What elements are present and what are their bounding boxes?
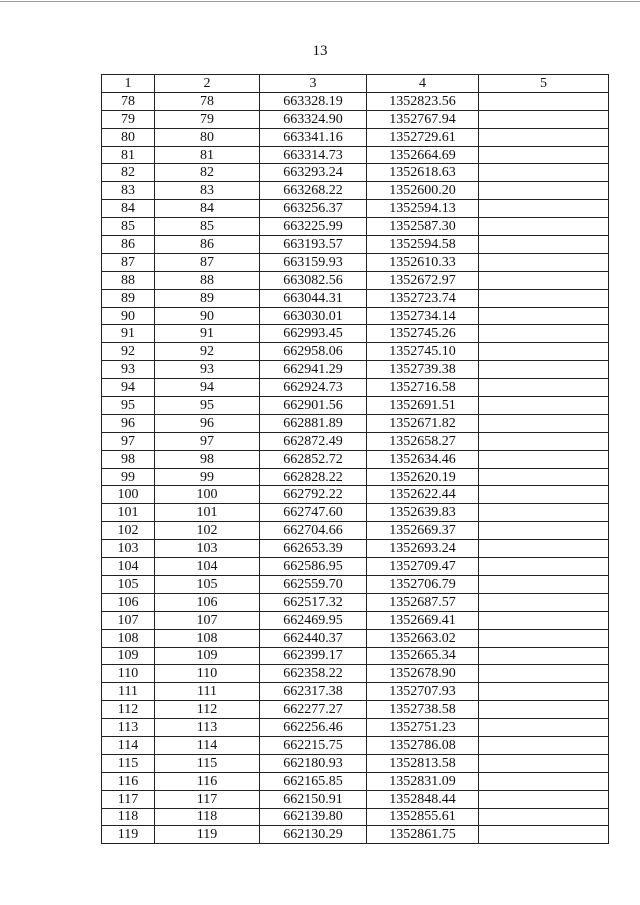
table-cell-col-1: 107 — [102, 611, 155, 629]
table-cell-col-2: 95 — [155, 397, 260, 415]
table-cell-col-2: 114 — [155, 736, 260, 754]
table-cell-col-1: 104 — [102, 558, 155, 576]
table-cell-col-4: 1352678.90 — [367, 665, 479, 683]
table-cell-col-2: 110 — [155, 665, 260, 683]
table-cell-col-3: 662317.38 — [260, 683, 367, 701]
table-cell-col-4: 1352734.14 — [367, 307, 479, 325]
table-cell-col-5 — [479, 325, 609, 343]
table-cell-col-1: 84 — [102, 200, 155, 218]
table-cell-col-3: 662704.66 — [260, 522, 367, 540]
header-cell-2: 2 — [155, 75, 260, 93]
table-cell-col-2: 108 — [155, 629, 260, 647]
table-row — [102, 397, 609, 415]
table-cell-col-4: 1352672.97 — [367, 271, 479, 289]
table-cell-col-3: 662559.70 — [260, 575, 367, 593]
table-cell-col-4: 1352618.63 — [367, 164, 479, 182]
table-cell-col-1: 110 — [102, 665, 155, 683]
table-cell-col-1: 87 — [102, 253, 155, 271]
table-cell-col-5 — [479, 271, 609, 289]
table-cell-col-4: 1352587.30 — [367, 218, 479, 236]
table-cell-col-5 — [479, 432, 609, 450]
table-row — [102, 325, 609, 343]
table-row — [102, 808, 609, 826]
table-cell-col-3: 662828.22 — [260, 468, 367, 486]
table-cell-col-4: 1352745.26 — [367, 325, 479, 343]
table-cell-col-4: 1352831.09 — [367, 772, 479, 790]
table-cell-col-5 — [479, 808, 609, 826]
table-row — [102, 575, 609, 593]
table-cell-col-1: 115 — [102, 754, 155, 772]
header-cell-1: 1 — [102, 75, 155, 93]
table-cell-col-3: 662150.91 — [260, 790, 367, 808]
table-cell-col-5 — [479, 92, 609, 110]
table-row — [102, 236, 609, 254]
table-cell-col-1: 105 — [102, 575, 155, 593]
table-cell-col-4: 1352709.47 — [367, 558, 479, 576]
table-cell-col-2: 89 — [155, 289, 260, 307]
table-row — [102, 289, 609, 307]
table-cell-col-1: 82 — [102, 164, 155, 182]
table-cell-col-1: 117 — [102, 790, 155, 808]
table-cell-col-1: 79 — [102, 110, 155, 128]
table-cell-col-3: 662653.39 — [260, 540, 367, 558]
table-cell-col-1: 119 — [102, 826, 155, 844]
table-cell-col-2: 96 — [155, 414, 260, 432]
table-cell-col-2: 111 — [155, 683, 260, 701]
table-row — [102, 629, 609, 647]
table-cell-col-1: 91 — [102, 325, 155, 343]
table-cell-col-3: 663341.16 — [260, 128, 367, 146]
table-cell-col-1: 103 — [102, 540, 155, 558]
table-cell-col-4: 1352622.44 — [367, 486, 479, 504]
table-cell-col-2: 115 — [155, 754, 260, 772]
header-cell-4: 4 — [367, 75, 479, 93]
table-row — [102, 128, 609, 146]
table-cell-col-5 — [479, 164, 609, 182]
table-body — [102, 92, 609, 843]
table-cell-col-5 — [479, 361, 609, 379]
table-row — [102, 719, 609, 737]
table-row — [102, 182, 609, 200]
table-cell-col-4: 1352693.24 — [367, 540, 479, 558]
table-cell-col-4: 1352706.79 — [367, 575, 479, 593]
table-cell-col-1: 96 — [102, 414, 155, 432]
table-cell-col-1: 114 — [102, 736, 155, 754]
table-cell-col-1: 95 — [102, 397, 155, 415]
table-row — [102, 701, 609, 719]
table-cell-col-1: 99 — [102, 468, 155, 486]
table-cell-col-5 — [479, 701, 609, 719]
table-cell-col-2: 78 — [155, 92, 260, 110]
table-cell-col-5 — [479, 182, 609, 200]
table-cell-col-4: 1352669.37 — [367, 522, 479, 540]
table-cell-col-3: 662399.17 — [260, 647, 367, 665]
table-cell-col-1: 101 — [102, 504, 155, 522]
table-cell-col-3: 662958.06 — [260, 343, 367, 361]
table-cell-col-1: 83 — [102, 182, 155, 200]
table-cell-col-1: 116 — [102, 772, 155, 790]
table-cell-col-1: 92 — [102, 343, 155, 361]
table-row — [102, 558, 609, 576]
table-cell-col-2: 97 — [155, 432, 260, 450]
table-cell-col-4: 1352767.94 — [367, 110, 479, 128]
table-cell-col-4: 1352594.58 — [367, 236, 479, 254]
table-cell-col-5 — [479, 558, 609, 576]
table-cell-col-1: 85 — [102, 218, 155, 236]
table-cell-col-1: 100 — [102, 486, 155, 504]
table-cell-col-1: 94 — [102, 379, 155, 397]
table-row — [102, 432, 609, 450]
table-cell-col-3: 662165.85 — [260, 772, 367, 790]
page-number: 13 — [312, 43, 328, 59]
table-cell-col-4: 1352671.82 — [367, 414, 479, 432]
table-cell-col-4: 1352658.27 — [367, 432, 479, 450]
table-cell-col-4: 1352634.46 — [367, 450, 479, 468]
table-cell-col-5 — [479, 522, 609, 540]
table-cell-col-3: 663256.37 — [260, 200, 367, 218]
top-rule — [0, 1, 640, 2]
table-cell-col-1: 90 — [102, 307, 155, 325]
table-cell-col-1: 102 — [102, 522, 155, 540]
table-cell-col-2: 92 — [155, 343, 260, 361]
table-row — [102, 826, 609, 844]
table-cell-col-2: 118 — [155, 808, 260, 826]
table-row — [102, 468, 609, 486]
table-row — [102, 146, 609, 164]
table-cell-col-5 — [479, 540, 609, 558]
table-cell-col-5 — [479, 379, 609, 397]
table-cell-col-3: 662747.60 — [260, 504, 367, 522]
table-cell-col-3: 662256.46 — [260, 719, 367, 737]
table-cell-col-4: 1352729.61 — [367, 128, 479, 146]
table-cell-col-4: 1352664.69 — [367, 146, 479, 164]
table-cell-col-5 — [479, 486, 609, 504]
table-row — [102, 736, 609, 754]
table-cell-col-5 — [479, 665, 609, 683]
table-cell-col-2: 87 — [155, 253, 260, 271]
table-cell-col-4: 1352594.13 — [367, 200, 479, 218]
table-cell-col-3: 663082.56 — [260, 271, 367, 289]
table-cell-col-4: 1352716.58 — [367, 379, 479, 397]
table-cell-col-3: 662130.29 — [260, 826, 367, 844]
table-cell-col-2: 100 — [155, 486, 260, 504]
table-cell-col-3: 663225.99 — [260, 218, 367, 236]
table-cell-col-3: 663268.22 — [260, 182, 367, 200]
table-cell-col-4: 1352669.41 — [367, 611, 479, 629]
table-cell-col-3: 662901.56 — [260, 397, 367, 415]
table-cell-col-4: 1352707.93 — [367, 683, 479, 701]
table-cell-col-4: 1352751.23 — [367, 719, 479, 737]
table-cell-col-4: 1352786.08 — [367, 736, 479, 754]
table-cell-col-3: 662852.72 — [260, 450, 367, 468]
table-cell-col-1: 80 — [102, 128, 155, 146]
table-cell-col-4: 1352691.51 — [367, 397, 479, 415]
table-cell-col-5 — [479, 629, 609, 647]
table-row — [102, 611, 609, 629]
table-cell-col-2: 90 — [155, 307, 260, 325]
header-cell-3: 3 — [260, 75, 367, 93]
table-cell-col-2: 82 — [155, 164, 260, 182]
table-cell-col-5 — [479, 468, 609, 486]
table-cell-col-3: 663193.57 — [260, 236, 367, 254]
table-cell-col-5 — [479, 719, 609, 737]
table-row — [102, 218, 609, 236]
table-cell-col-4: 1352861.75 — [367, 826, 479, 844]
table-row — [102, 361, 609, 379]
table-row — [102, 307, 609, 325]
table-cell-col-5 — [479, 772, 609, 790]
table-cell-col-1: 106 — [102, 593, 155, 611]
table-cell-col-3: 662215.75 — [260, 736, 367, 754]
table-cell-col-3: 663328.19 — [260, 92, 367, 110]
table-header — [102, 75, 609, 93]
table-row — [102, 450, 609, 468]
table-cell-col-2: 81 — [155, 146, 260, 164]
table-cell-col-4: 1352745.10 — [367, 343, 479, 361]
table-cell-col-5 — [479, 593, 609, 611]
table-cell-col-4: 1352663.02 — [367, 629, 479, 647]
table-cell-col-1: 88 — [102, 271, 155, 289]
table-cell-col-1: 118 — [102, 808, 155, 826]
coordinates-table — [101, 74, 609, 844]
table-cell-col-5 — [479, 128, 609, 146]
table-cell-col-1: 109 — [102, 647, 155, 665]
table-row — [102, 253, 609, 271]
table-cell-col-1: 108 — [102, 629, 155, 647]
table-cell-col-5 — [479, 253, 609, 271]
table-cell-col-2: 117 — [155, 790, 260, 808]
table-cell-col-1: 78 — [102, 92, 155, 110]
table-cell-col-3: 662440.37 — [260, 629, 367, 647]
table-cell-col-2: 101 — [155, 504, 260, 522]
table-row — [102, 164, 609, 182]
table-cell-col-5 — [479, 790, 609, 808]
table-cell-col-3: 662358.22 — [260, 665, 367, 683]
table-row — [102, 522, 609, 540]
table-row — [102, 271, 609, 289]
table-cell-col-5 — [479, 683, 609, 701]
table-cell-col-2: 80 — [155, 128, 260, 146]
table-cell-col-5 — [479, 826, 609, 844]
table-cell-col-3: 662469.95 — [260, 611, 367, 629]
table-row — [102, 665, 609, 683]
table-cell-col-1: 93 — [102, 361, 155, 379]
table-cell-col-1: 81 — [102, 146, 155, 164]
table-cell-col-3: 663030.01 — [260, 307, 367, 325]
table-cell-col-2: 94 — [155, 379, 260, 397]
table-row — [102, 504, 609, 522]
table-cell-col-4: 1352823.56 — [367, 92, 479, 110]
table-cell-col-2: 91 — [155, 325, 260, 343]
table-row — [102, 754, 609, 772]
table-cell-col-2: 93 — [155, 361, 260, 379]
table-cell-col-5 — [479, 647, 609, 665]
table-cell-col-3: 662277.27 — [260, 701, 367, 719]
table-cell-col-5 — [479, 200, 609, 218]
table-cell-col-2: 119 — [155, 826, 260, 844]
table-row — [102, 343, 609, 361]
table-row — [102, 540, 609, 558]
table-cell-col-4: 1352610.33 — [367, 253, 479, 271]
table-cell-col-4: 1352600.20 — [367, 182, 479, 200]
table-cell-col-3: 662924.73 — [260, 379, 367, 397]
table-cell-col-3: 663324.90 — [260, 110, 367, 128]
table-cell-col-4: 1352855.61 — [367, 808, 479, 826]
table-cell-col-2: 84 — [155, 200, 260, 218]
table-cell-col-2: 88 — [155, 271, 260, 289]
header-cell-5: 5 — [479, 75, 609, 93]
table-cell-col-3: 662792.22 — [260, 486, 367, 504]
table-cell-col-3: 662993.45 — [260, 325, 367, 343]
table-cell-col-5 — [479, 575, 609, 593]
table-cell-col-5 — [479, 110, 609, 128]
table-cell-col-2: 98 — [155, 450, 260, 468]
table-cell-col-4: 1352848.44 — [367, 790, 479, 808]
table-cell-col-3: 662872.49 — [260, 432, 367, 450]
table-cell-col-4: 1352665.34 — [367, 647, 479, 665]
table-cell-col-5 — [479, 146, 609, 164]
table-cell-col-2: 79 — [155, 110, 260, 128]
table-cell-col-5 — [479, 307, 609, 325]
table-row — [102, 486, 609, 504]
table-cell-col-1: 86 — [102, 236, 155, 254]
table-row — [102, 790, 609, 808]
table-row — [102, 593, 609, 611]
table-cell-col-5 — [479, 236, 609, 254]
table-cell-col-4: 1352723.74 — [367, 289, 479, 307]
table-cell-col-2: 86 — [155, 236, 260, 254]
table-cell-col-5 — [479, 504, 609, 522]
table-cell-col-2: 112 — [155, 701, 260, 719]
table-cell-col-1: 98 — [102, 450, 155, 468]
table-cell-col-4: 1352739.38 — [367, 361, 479, 379]
table-cell-col-2: 105 — [155, 575, 260, 593]
table-cell-col-3: 663293.24 — [260, 164, 367, 182]
table-cell-col-5 — [479, 450, 609, 468]
table-cell-col-2: 83 — [155, 182, 260, 200]
table-cell-col-5 — [479, 736, 609, 754]
table-row — [102, 772, 609, 790]
table-cell-col-2: 99 — [155, 468, 260, 486]
table-row — [102, 200, 609, 218]
table-cell-col-5 — [479, 289, 609, 307]
table-row — [102, 414, 609, 432]
table-cell-col-1: 112 — [102, 701, 155, 719]
table-cell-col-4: 1352738.58 — [367, 701, 479, 719]
table-cell-col-2: 109 — [155, 647, 260, 665]
table-row — [102, 92, 609, 110]
table-cell-col-2: 113 — [155, 719, 260, 737]
table-cell-col-2: 85 — [155, 218, 260, 236]
table-cell-col-4: 1352813.58 — [367, 754, 479, 772]
table-cell-col-4: 1352639.83 — [367, 504, 479, 522]
table-cell-col-3: 662139.80 — [260, 808, 367, 826]
table-cell-col-2: 116 — [155, 772, 260, 790]
table-cell-col-3: 663044.31 — [260, 289, 367, 307]
table-cell-col-5 — [479, 754, 609, 772]
table-cell-col-2: 104 — [155, 558, 260, 576]
table-cell-col-5 — [479, 611, 609, 629]
table-cell-col-3: 662517.32 — [260, 593, 367, 611]
table-cell-col-2: 106 — [155, 593, 260, 611]
table-cell-col-2: 103 — [155, 540, 260, 558]
table-cell-col-3: 663314.73 — [260, 146, 367, 164]
table-cell-col-5 — [479, 414, 609, 432]
table-cell-col-1: 111 — [102, 683, 155, 701]
table-cell-col-4: 1352620.19 — [367, 468, 479, 486]
table-row — [102, 110, 609, 128]
table-cell-col-3: 662941.29 — [260, 361, 367, 379]
table-cell-col-3: 662180.93 — [260, 754, 367, 772]
table-cell-col-4: 1352687.57 — [367, 593, 479, 611]
table-cell-col-5 — [479, 343, 609, 361]
table-cell-col-1: 113 — [102, 719, 155, 737]
table-cell-col-3: 663159.93 — [260, 253, 367, 271]
table-cell-col-1: 97 — [102, 432, 155, 450]
table-cell-col-5 — [479, 397, 609, 415]
table-row — [102, 379, 609, 397]
table-row — [102, 683, 609, 701]
header-row — [102, 75, 609, 93]
table-cell-col-5 — [479, 218, 609, 236]
table-row — [102, 647, 609, 665]
table-cell-col-3: 662881.89 — [260, 414, 367, 432]
table-cell-col-3: 662586.95 — [260, 558, 367, 576]
table-cell-col-1: 89 — [102, 289, 155, 307]
table-cell-col-2: 102 — [155, 522, 260, 540]
table-cell-col-2: 107 — [155, 611, 260, 629]
